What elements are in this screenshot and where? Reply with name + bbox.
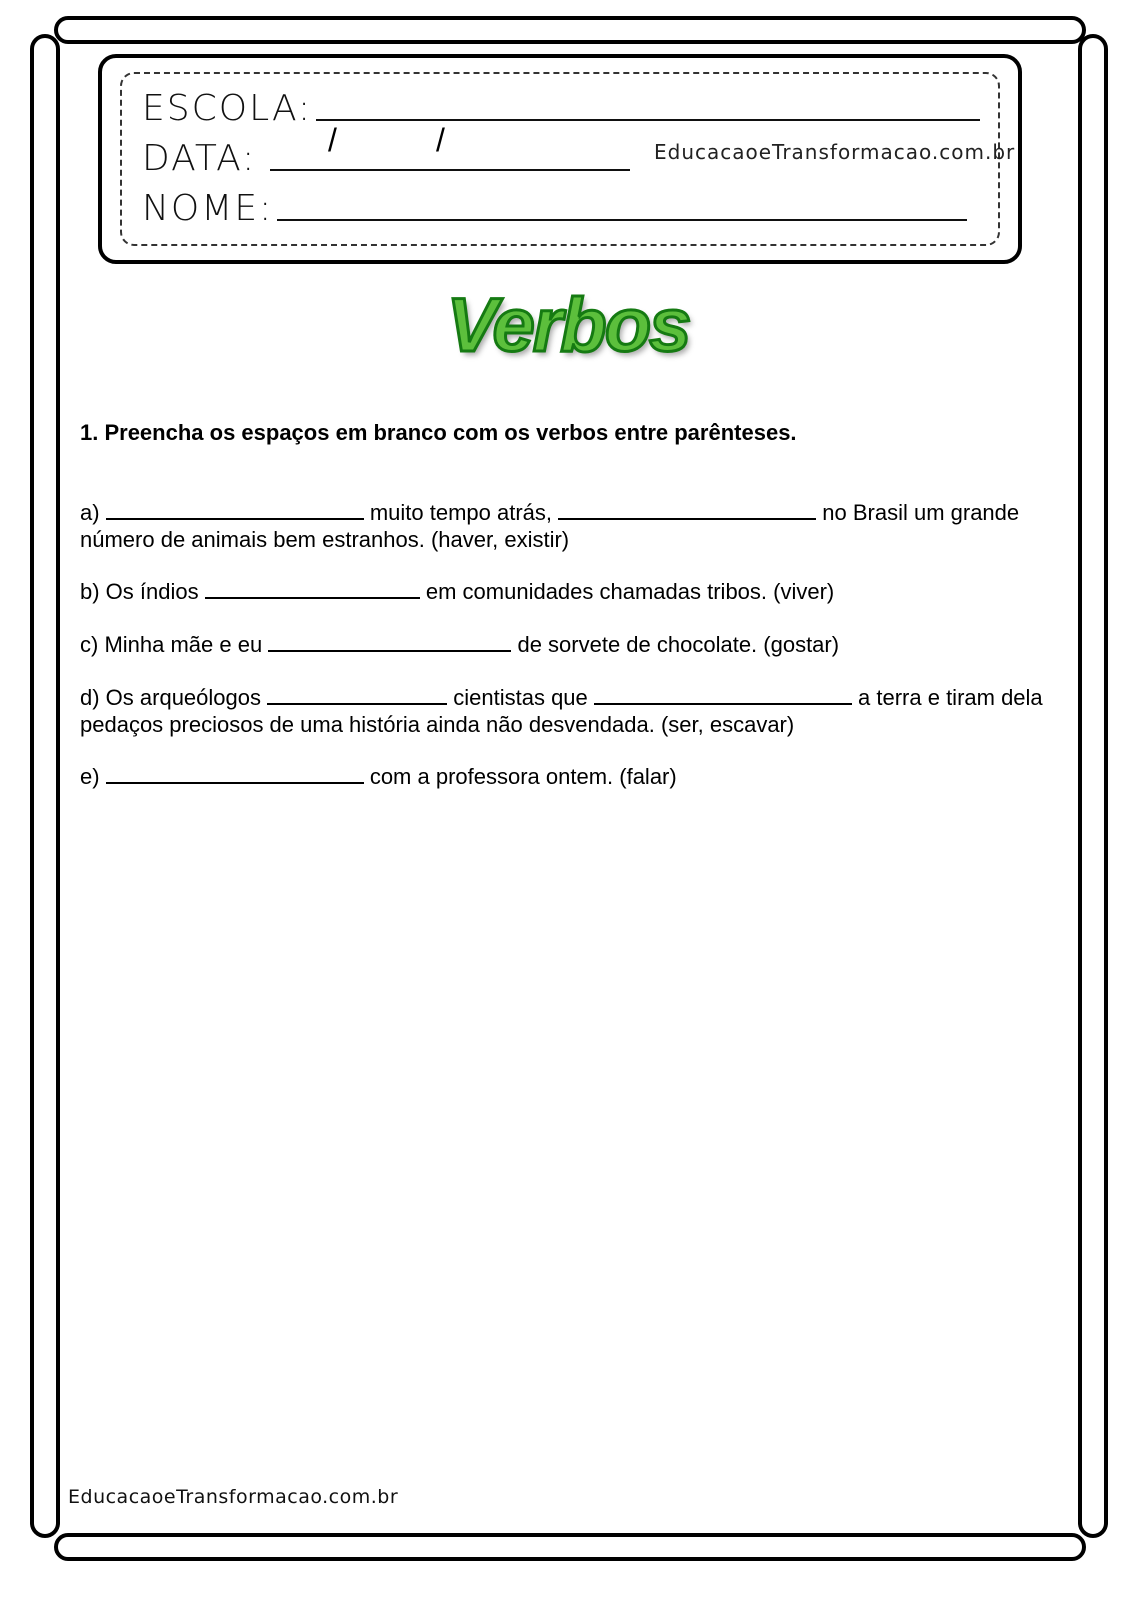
item-d-blank-1[interactable] <box>267 683 447 705</box>
item-d-text-2: a terra e tiram dela pedaços preciosos de uma história ainda não desvendada. (ser, escavar) <box>80 685 1043 737</box>
header-card <box>98 54 1022 264</box>
item-e-text: com a professora ontem. (falar) <box>369 764 677 789</box>
item-e-marker: e) <box>80 764 100 789</box>
footer-site-name: EducacaoeTransformacao.com.br <box>68 1486 402 1508</box>
item-d-blank-2[interactable] <box>594 683 852 705</box>
data-label: DATA: <box>142 138 257 179</box>
item-b-blank[interactable] <box>205 577 420 599</box>
item-a-blank-2[interactable] <box>558 498 816 520</box>
item-e-blank[interactable] <box>106 762 364 784</box>
nome-label: NOME: <box>142 188 274 229</box>
item-d-marker: d) Os arqueólogos <box>80 685 261 710</box>
escola-row <box>142 88 980 129</box>
exercise-item-d <box>80 683 1070 738</box>
data-row <box>142 138 630 179</box>
escola-label: ESCOLA: <box>142 88 313 129</box>
exercise-item-c <box>80 630 1070 658</box>
item-d-text-1: cientistas que <box>453 685 588 710</box>
nome-row <box>142 188 967 229</box>
item-a-marker: a) <box>80 500 100 525</box>
item-a-text-2: no Brasil um grande número de animais bem estranhos. (haver, existir) <box>80 500 1020 552</box>
frame-top-roll <box>54 16 1086 44</box>
exercise-item-a <box>80 498 1070 553</box>
item-b-marker: b) Os índios <box>80 579 199 604</box>
page-title: Verbos <box>446 283 690 368</box>
date-slash-1: / <box>328 122 337 158</box>
item-c-blank[interactable] <box>268 630 511 652</box>
frame-left-roll <box>30 34 60 1538</box>
date-slash-2: / <box>436 122 445 158</box>
nome-field-line[interactable] <box>277 219 967 221</box>
item-c-marker: c) Minha mãe e eu <box>80 632 263 657</box>
escola-field-line[interactable] <box>316 119 980 121</box>
exercise-item-e <box>80 762 1070 790</box>
frame-bottom-roll <box>54 1533 1086 1561</box>
item-a-text-1: muito tempo atrás, <box>369 500 552 525</box>
exercise-item-b <box>80 577 1070 605</box>
data-field-line[interactable] <box>270 169 630 171</box>
header-site-name: EducacaoeTransformacao.com.br <box>654 140 1016 164</box>
item-c-text: de sorvete de chocolate. (gostar) <box>517 632 840 657</box>
item-a-blank-1[interactable] <box>106 498 364 520</box>
frame-right-roll <box>1078 34 1108 1538</box>
item-b-text: em comunidades chamadas tribos. (viver) <box>425 579 835 604</box>
exercise-instruction: 1. Preencha os espaços em branco com os verbos entre parênteses. <box>80 420 797 445</box>
